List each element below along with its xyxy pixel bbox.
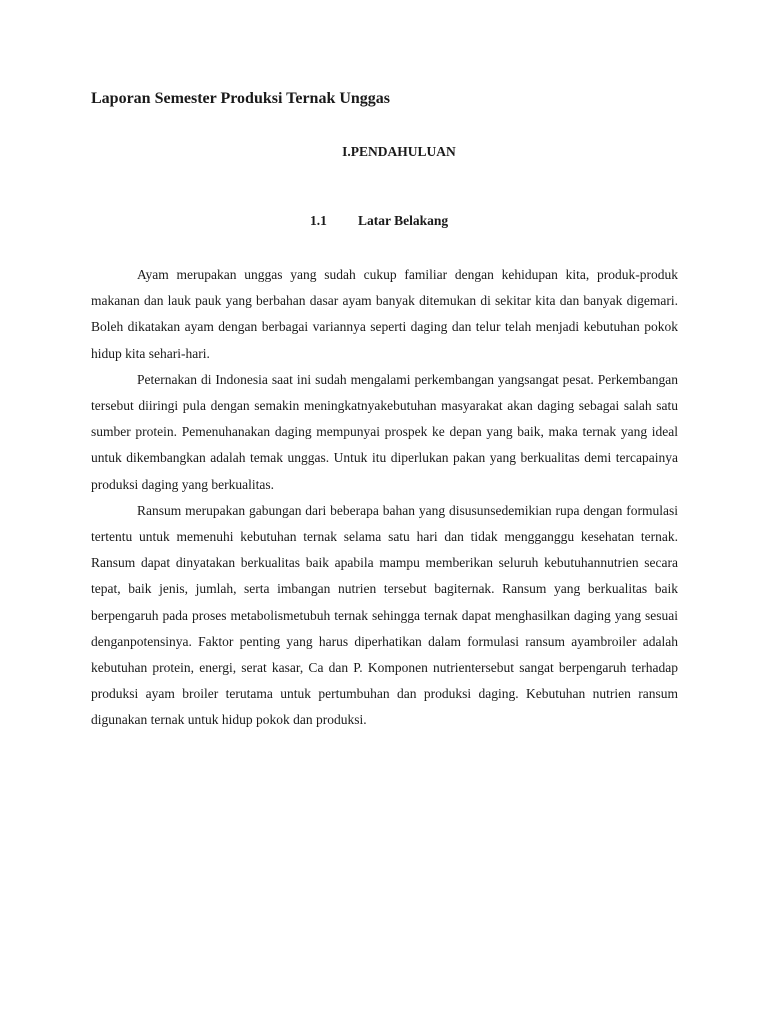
section-heading — [310, 213, 448, 229]
paragraph: Ayam merupakan unggas yang sudah cukup familiar dengan kehidupan kita, produk-produk makanan dan lauk pauk yang berbahan dasar ayam banyak ditemukan di sekitar kita dan banyak digemari. Boleh dikatakan ayam dengan berbagai variannya seperti daging dan telur telah menjadi kebutuhan pokok hidup kita sehari-hari. — [91, 267, 678, 361]
chapter-heading: I.PENDAHULUAN — [342, 144, 456, 159]
section-title: Latar Belakang — [358, 213, 449, 228]
paragraph: Ransum merupakan gabungan dari beberapa bahan yang disusunsedemikian rupa dengan formulasi tertentu untuk memenuhi kebutuhan ternak selama satu hari dan tidak mengganggu kesehatan ternak. Ransum dapat dinyatakan berkualitas baik apabila mampu memberikan seluruh kebutuhannutrien secara tepat, baik jenis, jumlah, serta imbangan nutrien tersebut bagiternak. Ransum yang berkualitas baik berpengaruh pada proses metabolismetubuh ternak sehingga ternak dapat menghasilkan daging yang sesuai denganpotensinya. Faktor penting yang harus diperhatikan dalam formulasi ransum ayambroiler adalah kebutuhan protein, energi, serat kasar, Ca dan P. Komponen nutrientersebut sangat berpengaruh terhadap produksi ayam broiler terutama untuk pertumbuhan dan produksi daging. Kebutuhan nutrien ransum digunakan ternak untuk hidup pokok dan produksi. — [91, 502, 678, 728]
paragraph: Peternakan di Indonesia saat ini sudah mengalami perkembangan yangsangat pesat. Perkembangan tersebut diiringi pula dengan semakin meningkatnyakebutuhan masyarakat akan daging sebagai salah satu sumber protein. Pemenuhanakan daging mempunyai prospek ke depan yang baik, maka ternak yang ideal untuk dikembangkan adalah temak unggas. Untuk itu diperlukan pakan yang berkualitas demi tercapainya produksi daging yang berkualitas. — [91, 371, 678, 492]
document-title: Laporan Semester Produksi Ternak Unggas — [91, 90, 391, 107]
section-number: 1.1 — [310, 213, 327, 228]
body-text — [91, 262, 678, 734]
